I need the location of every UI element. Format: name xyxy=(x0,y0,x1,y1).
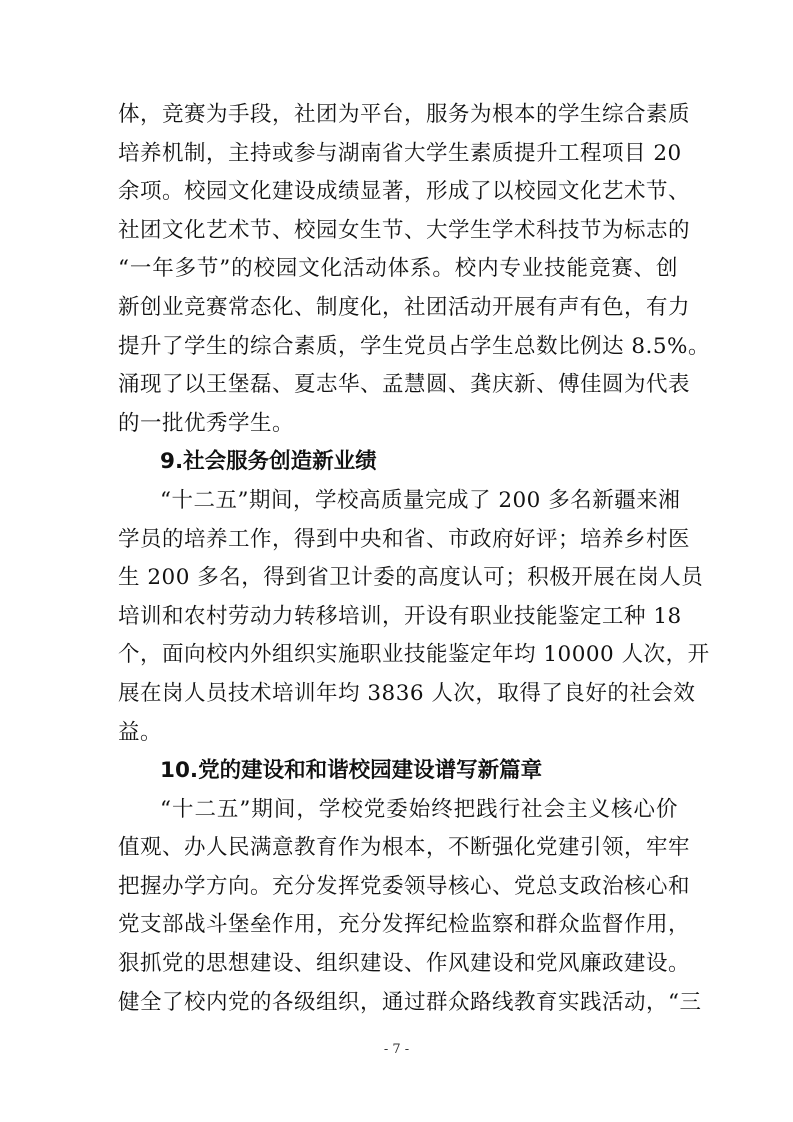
text-line: 培训和农村劳动力转移培训，开设有职业技能鉴定工种 18 xyxy=(118,603,682,629)
text-line: “十二五”期间，学校高质量完成了 200 多名新疆来湘 xyxy=(160,487,681,513)
paragraph-social-service xyxy=(118,482,710,752)
text-line: “十二五”期间，学校党委始终把践行社会主义核心价 xyxy=(160,796,678,822)
text-line: 益。 xyxy=(118,719,163,745)
text-line: 的一批优秀学生。 xyxy=(118,410,295,436)
text-line: 党支部战斗堡垒作用，充分发挥纪检监察和群众监督作用， xyxy=(118,912,691,938)
text-line: 社团文化艺术节、校园女生节、大学生学术科技节为标志的 xyxy=(118,217,691,243)
text-line: 学员的培养工作，得到中央和省、市政府好评；培养乡村医 xyxy=(118,526,691,552)
page-number: - 7 - xyxy=(383,1042,410,1057)
section-heading-social-service: 9.社会服务创造新业绩 xyxy=(160,449,377,475)
text-line: 狠抓党的思想建设、组织建设、作风建设和党风廉政建设。 xyxy=(118,951,691,977)
text-line: 余项。校园文化建设成绩显著，形成了以校园文化艺术节、 xyxy=(118,179,691,205)
paragraph-student-quality xyxy=(118,96,710,443)
document-body xyxy=(118,96,710,1022)
text-line: 涌现了以王堡磊、夏志华、孟慧圆、龚庆新、傅佳圆为代表 xyxy=(118,372,691,398)
text-line: 生 200 多名，得到省卫计委的高度认可；积极开展在岗人员 xyxy=(118,565,704,591)
text-line: 提升了学生的综合素质，学生党员占学生总数比例达 8.5%。 xyxy=(118,333,710,359)
text-line: 体，竞赛为手段，社团为平台，服务为根本的学生综合素质 xyxy=(118,102,691,127)
text-line: 值观、办人民满意教育作为根本，不断强化党建引领，牢牢 xyxy=(118,835,691,861)
text-line: 健全了校内党的各级组织，通过群众路线教育实践活动，“三 xyxy=(118,989,702,1015)
text-line: 个，面向校内外组织实施职业技能鉴定年均 10000 人次，开 xyxy=(118,642,710,668)
paragraph-party-building xyxy=(118,791,702,1023)
text-line: 展在岗人员技术培训年均 3836 人次，取得了良好的社会效 xyxy=(118,680,696,706)
section-heading-party-building: 10.党的建设和和谐校园建设谱写新篇章 xyxy=(160,758,543,784)
text-line: 培养机制，主持或参与湖南省大学生素质提升工程项目 20 xyxy=(118,140,682,166)
text-line: “一年多节”的校园文化活动体系。校内专业技能竞赛、创 xyxy=(118,256,678,282)
text-line: 新创业竞赛常态化、制度化，社团活动开展有声有色，有力 xyxy=(118,294,691,320)
text-line: 把握办学方向。充分发挥党委领导核心、党总支政治核心和 xyxy=(118,873,691,899)
